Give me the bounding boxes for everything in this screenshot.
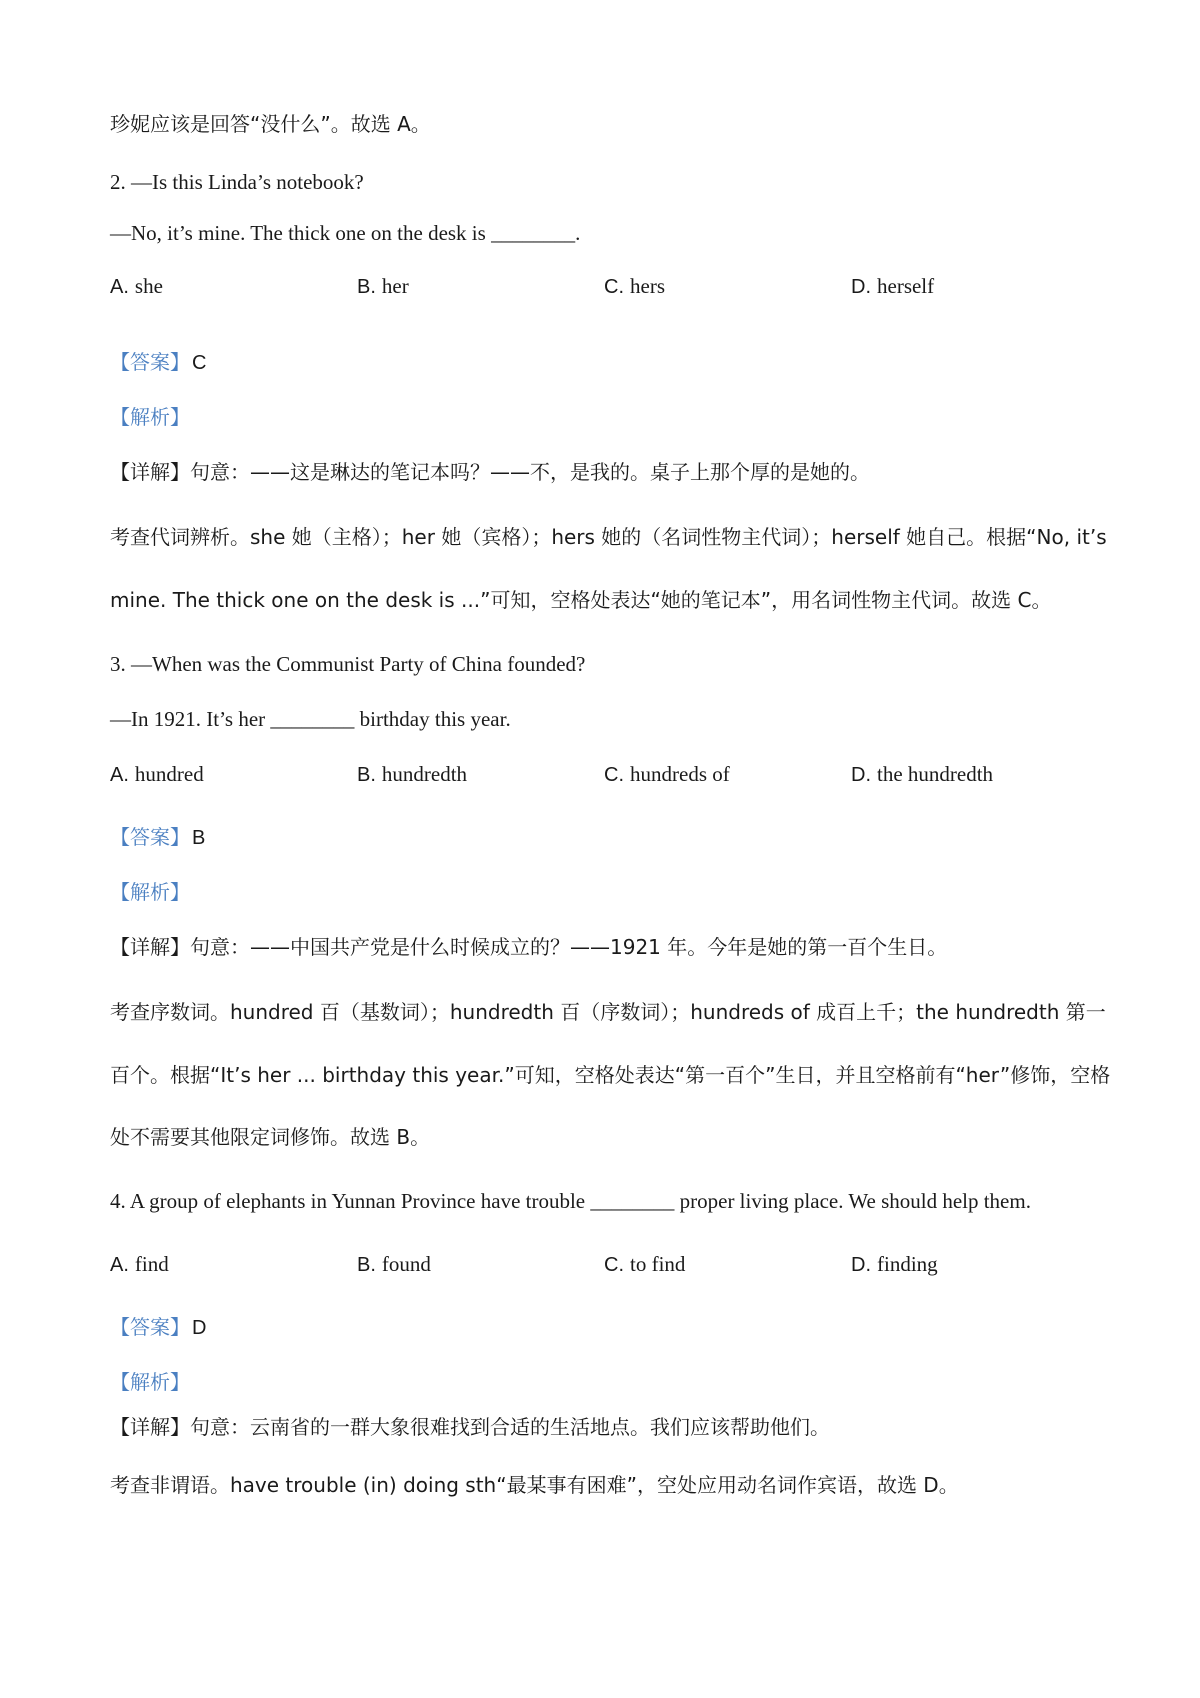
q3-explanation-2: 百个。根据“It’s her ... birthday this year.”可知，空格处表达“第一百个”生日，并且空格前有“her”修饰，空格 [110,1063,1111,1087]
q3-option-c: C. hundreds of [604,762,730,786]
q2-analysis-tag: 【解析】 [110,405,190,429]
q3-line2: —In 1921. It’s her ________ birthday this year. [110,707,511,731]
q3-option-a: A. hundred [110,762,204,786]
q4-answer [110,1313,206,1342]
q2-stem: 2. —Is this Linda’s notebook? [110,170,364,194]
q3-stem: 3. —When was the Communist Party of China founded? [110,652,586,676]
q2-detail: 【详解】句意：——这是琳达的笔记本吗？——不，是我的。桌子上那个厚的是她的。 [110,460,870,484]
q3-explanation-1: 考查序数词。hundred 百（基数词）；hundredth 百（序数词）；hundreds of 成百上千；the hundredth 第一 [110,1000,1106,1024]
q2-option-a: A. she [110,274,163,298]
q4-option-b: B. found [357,1252,431,1276]
q3-option-d: D. the hundredth [851,762,994,786]
q4-analysis-tag: 【解析】 [110,1370,190,1394]
q3-analysis-tag: 【解析】 [110,880,190,904]
q2-option-c: C. hers [604,274,665,298]
q2-answer [110,348,206,377]
q3-explanation-3: 处不需要其他限定词修饰。故选 B。 [110,1125,431,1149]
q2-explanation-2: mine. The thick one on the desk is ...”可知，空格处表达“她的笔记本”，用名词性物主代词。故选 C。 [110,588,1052,612]
q4-explanation-1: 考查非谓语。have trouble (in) doing sth“最某事有困难”，空处应用动名词作宾语，故选 D。 [110,1473,959,1497]
answer-tag: 【答案】 [110,350,190,374]
q3-option-b: B. hundredth [357,762,468,786]
previous-answer-note: 珍妮应该是回答“没什么”。故选 A。 [110,112,431,136]
q2-explanation-1: 考查代词辨析。she 她（主格）；her 她（宾格）；hers 她的（名词性物主代词）；herself 她自己。根据“No, it’s [110,525,1107,549]
answer-tag: 【答案】 [110,825,190,849]
q4-stem: 4. A group of elephants in Yunnan Province have trouble ________ proper living place. We should help them. [110,1189,1031,1213]
q3-detail: 【详解】句意：——中国共产党是什么时候成立的？——1921 年。今年是她的第一百个生日。 [110,935,948,959]
q4-option-d: D. finding [851,1252,938,1276]
answer-value: C [192,352,207,374]
answer-value: B [192,827,206,849]
q2-line2: —No, it’s mine. The thick one on the desk is ________. [110,221,581,245]
q2-option-b: B. her [357,274,409,298]
answer-value: D [192,1317,207,1339]
answer-tag: 【答案】 [110,1315,190,1339]
q3-answer [110,823,205,852]
q4-option-c: C. to find [604,1252,686,1276]
q2-option-d: D. herself [851,274,935,298]
q4-detail: 【详解】句意：云南省的一群大象很难找到合适的生活地点。我们应该帮助他们。 [110,1415,830,1439]
q4-option-a: A. find [110,1252,169,1276]
